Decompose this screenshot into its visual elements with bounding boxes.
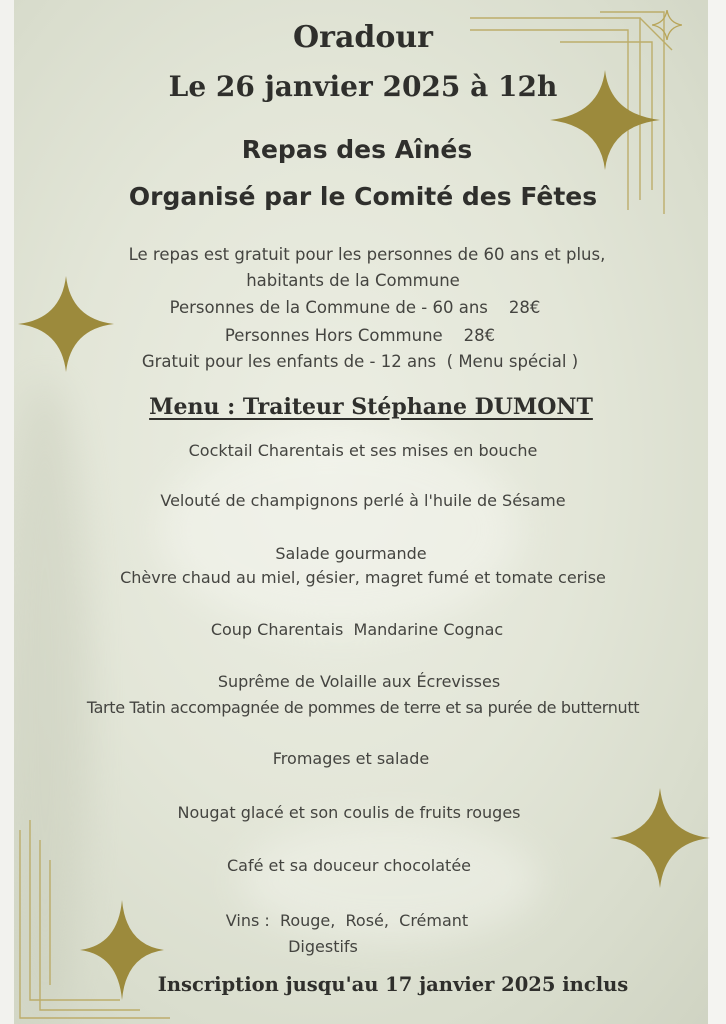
pricing-line: Gratuit pour les enfants de - 12 ans ( Menu spécial ) (141, 352, 579, 371)
event-title: Repas des Aînés (241, 135, 473, 164)
pricing-line: Personnes de la Commune de - 60 ans 28€ (169, 298, 541, 317)
menu-item: Digestifs (288, 937, 358, 956)
menu-item: Vins : Rouge, Rosé, Crémant (225, 911, 469, 930)
organizer-line: Organisé par le Comité des Fêtes (128, 182, 598, 211)
menu-item: Nougat glacé et son coulis de fruits rouges (177, 803, 521, 822)
menu-item: Tarte Tatin accompagnée de pommes de terre et sa purée de butternutt (86, 698, 640, 717)
event-date: Le 26 janvier 2025 à 12h (168, 70, 558, 103)
menu-item: Suprême de Volaille aux Écrevisses (217, 672, 501, 691)
menu-item: Cocktail Charentais et ses mises en bouche (188, 441, 538, 460)
pricing-line: habitants de la Commune (246, 271, 460, 290)
menu-heading: Menu : Traiteur Stéphane DUMONT (149, 394, 593, 420)
pricing-line: Le repas est gratuit pour les personnes de 60 ans et plus, (128, 245, 606, 264)
menu-item: Fromages et salade (272, 749, 430, 768)
pricing-line: Personnes Hors Commune 28€ (224, 326, 496, 345)
menu-item: Coup Charentais Mandarine Cognac (210, 620, 504, 639)
menu-item: Café et sa douceur chocolatée (226, 856, 472, 875)
menu-item: Velouté de champignons perlé à l'huile de Sésame (160, 491, 566, 510)
town-title: Oradour (293, 20, 433, 55)
menu-item: Chèvre chaud au miel, gésier, magret fumé et tomate cerise (120, 568, 606, 587)
registration-deadline: Inscription jusqu'au 17 janvier 2025 inclus (157, 973, 629, 996)
menu-item: Salade gourmande (275, 544, 427, 563)
